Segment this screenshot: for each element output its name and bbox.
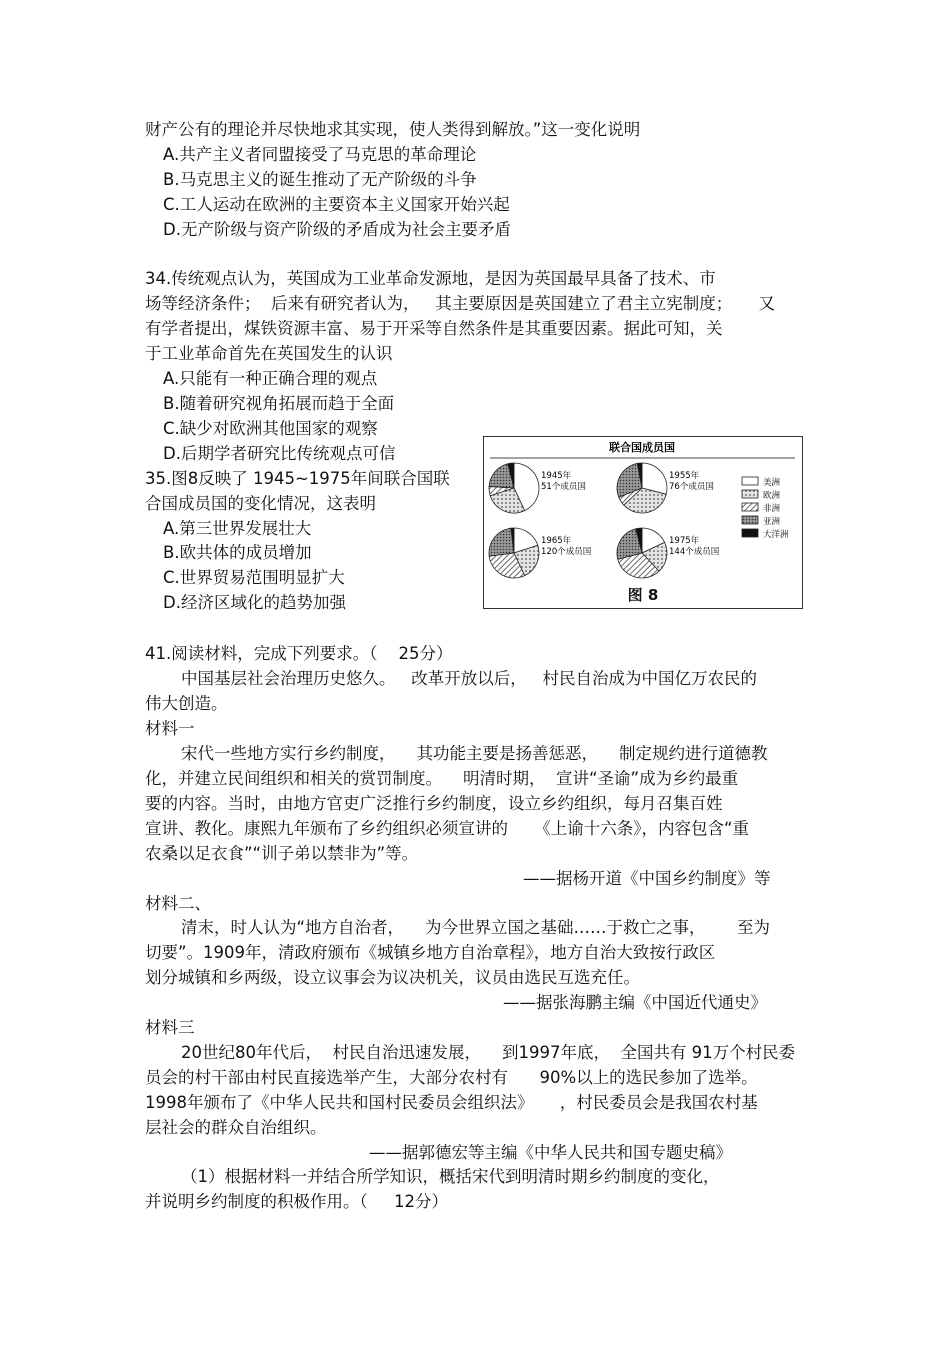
material-1-line: 宣讲、教化。康熙九年颁布了乡约组织必须宣讲的 《上谕十六条》，内容包含“重: [145, 819, 750, 838]
q35-option-c: C.世界贸易范围明显扩大: [163, 568, 345, 587]
q41-subquestion-1-line: （1）根据材料一并结合所学知识，概括宋代到明清时期乡约制度的变化，: [181, 1167, 720, 1186]
q33-option-c: C.工人运动在欧洲的主要资本主义国家开始兴起: [163, 195, 510, 214]
material-3-line: 1998年颁布了《中华人民共和国村民委员会组织法》 ，村民委员会是我国农村基: [145, 1093, 758, 1112]
figure-caption: 图 8: [627, 586, 659, 604]
q35-option-d: D.经济区域化的趋势加强: [163, 593, 346, 612]
legend-swatch: [742, 516, 758, 524]
q33-option-b: B.马克思主义的诞生推动了无产阶级的斗争: [163, 170, 477, 189]
material-1-line: 要的内容。当时，由地方官吏广泛推行乡约制度，设立乡约组织，每月召集百姓: [145, 794, 723, 813]
material-3-line: 员会的村干部由村民直接选举产生，大部分农村有 90%以上的选民参加了选举。: [145, 1068, 758, 1087]
q41-header: 41.阅读材料，完成下列要求。（ 25分）: [145, 644, 453, 663]
q33-option-a: A.共产主义者同盟接受了马克思的革命理论: [163, 145, 477, 164]
q35-option-a: A.第三世界发展壮大: [163, 519, 312, 538]
q34-option-b: B.随着研究视角拓展而趋于全面: [163, 394, 395, 413]
q41-intro-line: 伟大创造。: [145, 694, 228, 713]
legend-label: 亚洲: [763, 517, 781, 527]
material-2-line: 切要”。1909年，清政府颁布《城镇乡地方自治章程》，地方自治大致按行政区: [145, 943, 716, 962]
legend-swatch: [742, 529, 758, 537]
legend-swatch: [742, 490, 758, 498]
pie-year-label: 1945年: [541, 471, 572, 481]
pie-year-label: 1955年: [669, 471, 700, 481]
legend-label: 大洋洲: [763, 530, 789, 540]
q35-stem-line: 合国成员国的变化情况，这表明: [145, 494, 376, 513]
q35-option-b: B.欧共体的成员增加: [163, 543, 312, 562]
material-3-line: 层社会的群众自治组织。: [145, 1118, 327, 1137]
q33-option-d: D.无产阶级与资产阶级的矛盾成为社会主要矛盾: [163, 220, 511, 239]
q34-option-a: A.只能有一种正确合理的观点: [163, 369, 378, 388]
q41-subquestion-1-line: 并说明乡约制度的积极作用。（ 12分）: [145, 1192, 448, 1211]
q34-option-c: C.缺少对欧洲其他国家的观察: [163, 419, 378, 438]
legend-label: 美洲: [763, 478, 781, 488]
pie-year-label: 1965年: [541, 536, 572, 546]
material-1-source: ——据杨开道《中国乡约制度》等: [523, 869, 771, 888]
un-membership-pie-charts: [484, 437, 801, 585]
pie-count-label: 120个成员国: [541, 547, 592, 557]
legend-swatch: [742, 503, 758, 511]
q34-stem-line: 34.传统观点认为，英国成为工业革命发源地，是因为英国最早具备了技术、市: [145, 269, 716, 288]
material-3-source: ——据郭德宏等主编《中华人民共和国专题史稿》: [369, 1143, 732, 1162]
q33-stem-continuation: 财产公有的理论并尽快地求其实现，使人类得到解放。”这一变化说明: [145, 120, 641, 139]
q34-option-d: D.后期学者研究比传统观点可信: [163, 444, 396, 463]
material-2-source: ——据张海鹏主编《中国近代通史》: [503, 993, 767, 1012]
legend-swatch: [742, 477, 758, 485]
legend-label: 非洲: [763, 504, 781, 514]
q34-stem-line: 于工业革命首先在英国发生的认识: [145, 344, 393, 363]
q35-stem-line: 35.图8反映了 1945~1975年间联合国联: [145, 469, 450, 488]
figure-title: 联合国成员国: [609, 441, 675, 454]
pie-count-label: 144个成员国: [669, 547, 720, 557]
material-2-label: 材料二、: [145, 894, 211, 913]
material-2-line: 清末，时人认为“地方自治者， 为今世界立国之基础……于救亡之事， 至为: [181, 918, 770, 937]
material-1-line: 宋代一些地方实行乡约制度， 其功能主要是扬善惩恶， 制定规约进行道德教: [181, 744, 768, 763]
legend-label: 欧洲: [763, 491, 781, 501]
material-1-line: 农桑以足衣食”“训子弟以禁非为”等。: [145, 844, 419, 863]
material-3-line: 20世纪80年代后， 村民自治迅速发展， 到1997年底， 全国共有 91万个村民委: [181, 1043, 796, 1062]
q34-stem-line: 场等经济条件； 后来有研究者认为， 其主要原因是英国建立了君主立宪制度； 又: [145, 294, 775, 313]
pie-count-label: 76个成员国: [669, 482, 714, 492]
material-3-label: 材料三: [145, 1018, 195, 1037]
q41-intro-line: 中国基层社会治理历史悠久。 改革开放以后， 村民自治成为中国亿万农民的: [181, 669, 757, 688]
q34-stem-line: 有学者提出，煤铁资源丰富、易于开采等自然条件是其重要因素。据此可知，关: [145, 319, 723, 338]
pie-year-label: 1975年: [669, 536, 700, 546]
material-2-line: 划分城镇和乡两级，设立议事会为议决机关，议员由选民互选充任。: [145, 968, 640, 987]
material-1-line: 化，并建立民间组织和相关的赏罚制度。 明清时期， 宣讲“圣谕”成为乡约最重: [145, 769, 739, 788]
pie-count-label: 51个成员国: [541, 482, 586, 492]
material-1-label: 材料一: [145, 719, 195, 738]
pie-slice-3-4: [489, 528, 514, 556]
